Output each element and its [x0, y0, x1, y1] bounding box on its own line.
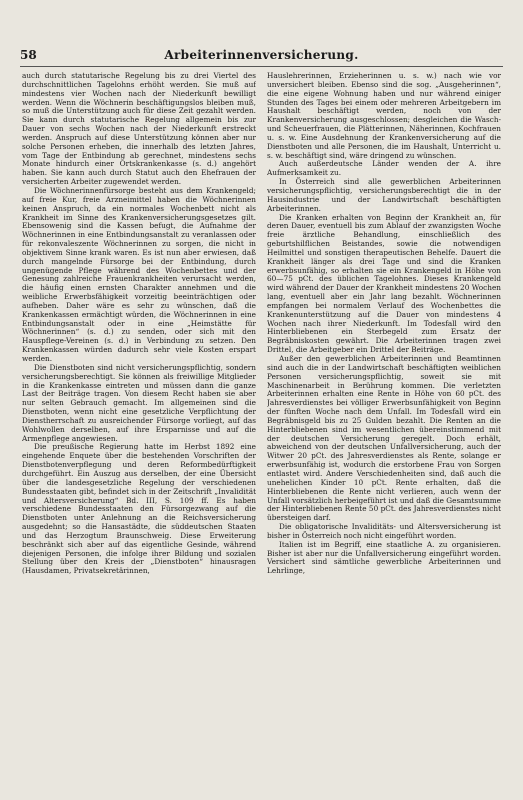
paragraph: auch durch statutarische Regelung bis zu drei Viertel des durchschnittlichen Tagelohns erhöht werden. Sie muß auf mindestens vier Wochen nach der Niederkunft bewilligt werden. Wenn die Wöchnerin beschäftigungslos bleiben muß, so muß die Unterstützung auch für diese Zeit gezahlt werden. Sie kann durch statutarische Regelung allgemein bis zur Dauer von sechs Wochen nach der Niederkunft erstreckt werden. Anspruch auf diese Unterstützung können aber nur solche Personen erheben, die innerhalb des letzten Jahres, vom Tage der Entbindung ab gerechnet, mindestens sechs Monate hindurch einer Ortskrankenkasse (s. d.) angehört haben. Sie kann auch durch Statut auch den Ehefrauen der versicherten Arbeiter zugewendet werden. [22, 72, 256, 187]
paragraph: Italien ist im Begriff, eine staatliche A. zu organisieren. Bisher ist aber nur die Unfallversicherung eingeführt worden. Versichert sind sämtliche gewerbliche Arbeiterinnen und Lehrlinge, [267, 539, 501, 576]
page-header [20, 48, 503, 62]
paragraph: Hauslehrerinnen, Erzieherinnen u. s. w.) nach wie vor unversichert bleiben. Ebenso sind die sog. „Ausgeherinnen“, die eine eigene Wohnung haben und nur während einiger Stunden des Tages bei einem oder mehreren Arbeitgebern im Haushalt beschäftigt werden, noch von der Krankenversicherung ausgeschlossen; desgleichen die Wasch- und Scheuerfrauen, die Plätterinnen, Näherinnen, Kochfrauen u. s. w. Eine Ausdehnung der Krankenversicherung auf die Dienstboten und alle Personen, die im Haushalt, Unterricht u. s. w. beschäftigt sind, wäre dringend zu wünschen. [267, 72, 501, 160]
paragraph: Die Wöchnerinnenfürsorge besteht aus dem Krankengeld; auf freie Kur, freie Arzneimittel haben die Wöchnerinnen keinen Anspruch, da ein normales Wochenbett nicht als Krankheit im Sinne des Krankenversicherungsgesetzes gilt. Ebensowenig sind die Kassen befugt, die Aufnahme der Wöchnerinnen in eine Entbindungsanstalt zu veranlassen oder für rekonvaleszente Wöchnerinnen zu sorgen, die nicht in objektivem Sinne krank waren. Es ist nun aber erwiesen, daß durch mangelnde Fürsorge bei der Entbindung, durch ungenügende Pflege während des Wochenbettes und der Genesung zahlreiche Frauenkrankheiten verursacht werden, die häufig einen ernsten Charakter annehmen und die weibliche Erwerbsfähigkeit vorzeitig beeinträchtigen oder aufheben. Daher wäre es sehr zu wünschen, daß die Krankenkassen ermächtigt würden, die Wöchnerinnen in eine Entbindungsanstalt oder in eine „Heimstätte für Wöchnerinnen“ (s. d.) zu senden, oder sich mit den Hauspflege-Vereinen (s. d.) in Verbindung zu setzen. Den Krankenkassen würden dadurch sehr viele Kosten erspart werden. [22, 185, 256, 363]
paragraph: Die Kranken erhalten von Beginn der Krankheit an, für deren Dauer, eventuell bis zum Ablauf der zwanzigsten Woche freie ärztliche Behandlung, einschließlich des geburtshilflichen Beistandes, sowie die notwendigen Heilmittel und sonstigen therapeutischen Behelfe. Dauert die Krankheit länger als drei Tage und sind die Kranken erwerbsunfähig, so erhalten sie ein Krankengeld in Höhe von 60—75 pCt. des üblichen Tagelohnes. Dieses Krankengeld wird während der Dauer der Krankheit mindestens 20 Wochen lang, eventuell aber ein Jahr lang bezahlt. Wöchnerinnen empfangen bei normalem Verlauf des Wochenbettes die Krankenunterstützung auf die Dauer von mindestens 4 Wochen nach ihrer Niederkunft. Im Todesfall wird den Hinterbliebenen ein Sterbegeld zum Ersatz der Begräbniskosten gewährt. Die Arbeiterinnen tragen zwei Drittel, die Arbeitgeber ein Drittel der Beiträge. [267, 212, 501, 355]
left-column [22, 72, 256, 794]
header-rule [20, 66, 503, 67]
paragraph: Die preußische Regierung hatte im Herbst 1892 eine eingehende Enquete über die bestehenden Vorschriften der Dienstbotenverpflegung und deren Reformbedürftigkeit durchgeführt. Ein Auszug aus derselben, der eine Übersicht über die landesgesetzliche Regelung der verschiedenen Bundesstaaten gibt, befindet sich in der Zeitschrift „Invalidität und Altersversicherung“ Bd. III, S. 109 ff. Es haben verschiedene Bundesstaaten den Fürsorgezwang auf die Dienstboten unter Anlehnung an die Reichsversicherung ausgedehnt; so die Hansastädte, die süddeutschen Staaten und das Herzogtum Braunschweig. Diese Erweiterung beschränkt sich aber auf das eigentliche Gesinde, während diejenigen Personen, die infolge ihrer Bildung und sozialen Stellung über den Kreis der „Dienstboten“ hinausragen (Hausdamen, Privatsekretärinnen, [22, 442, 256, 576]
paragraph: Die obligatorische Invaliditäts- und Altersversicherung ist bisher in Österreich noch nicht eingeführt worden. [267, 522, 501, 540]
running-title: Arbeiterinnenversicherung. [164, 48, 359, 62]
right-column [267, 72, 501, 794]
page-number: 58 [20, 48, 37, 62]
paragraph: Auch außerdeutsche Länder wenden der A. ihre Aufmerksamkeit zu. [267, 159, 501, 178]
paragraph: Die Dienstboten sind nicht versicherungspflichtig, sondern versicherungsberechtigt. Sie können als freiwillige Mitglieder in die Krankenkasse eintreten und müssen dann die ganze Last der Beiträge tragen. Von diesem Recht haben sie aber nur selten Gebrauch gemacht. Im allgemeinen sind die Dienstboten, wenn nicht eine gesetzliche Verpflichtung der Dienstherrschaft zu ausreichender Fürsorge vorliegt, auf das Wohlwollen derselben, auf ihre Ersparnisse und auf die Armenpflege angewiesen. [22, 362, 256, 443]
paragraph: Außer den gewerblichen Arbeiterinnen und Beamtinnen sind auch die in der Landwirtschaft beschäftigten weiblichen Personen versicherungspflichtig, soweit sie mit Maschinenarbeit in Berührung kommen. Die verletzten Arbeiterinnen erhalten eine Rente in Höhe von 60 pCt. des Jahresverdienstes bei völliger Erwerbsunfähigkeit von Beginn der fünften Woche nach dem Unfall. Im Todesfall wird ein Begräbnisgeld bis zu 25 Gulden bezahlt. Die Renten an die Hinterbliebenen sind im wesentlichen übereinstimmend mit der deutschen Versicherung geregelt. Doch erhält, abweichend von der deutschen Unfallversicherung, auch der Witwer 20 pCt. des Jahresverdienstes als Rente, solange er erwerbsunfähig ist, wodurch die erstorbene Frau von Sorgen entlastet wird. Andere Verschiedenheiten sind, daß auch die unehelichen Kinder 10 pCt. Rente erhalten, daß die Hinterbliebenen die Rente nicht verlieren, auch wenn der Unfall vorsätzlich herbeigeführt ist und daß die Gesamtsumme der Hinterbliebenen Rente 50 pCt. des Jahresverdienstes nicht übersteigen darf. [267, 354, 501, 523]
paragraph: In Österreich sind alle gewerblichen Arbeiterinnen versicherungspflichtig, versicherungsberechtigt die in der Hausindustrie und der Landwirtschaft beschäftigten Arbeiterinnen. [267, 177, 501, 213]
